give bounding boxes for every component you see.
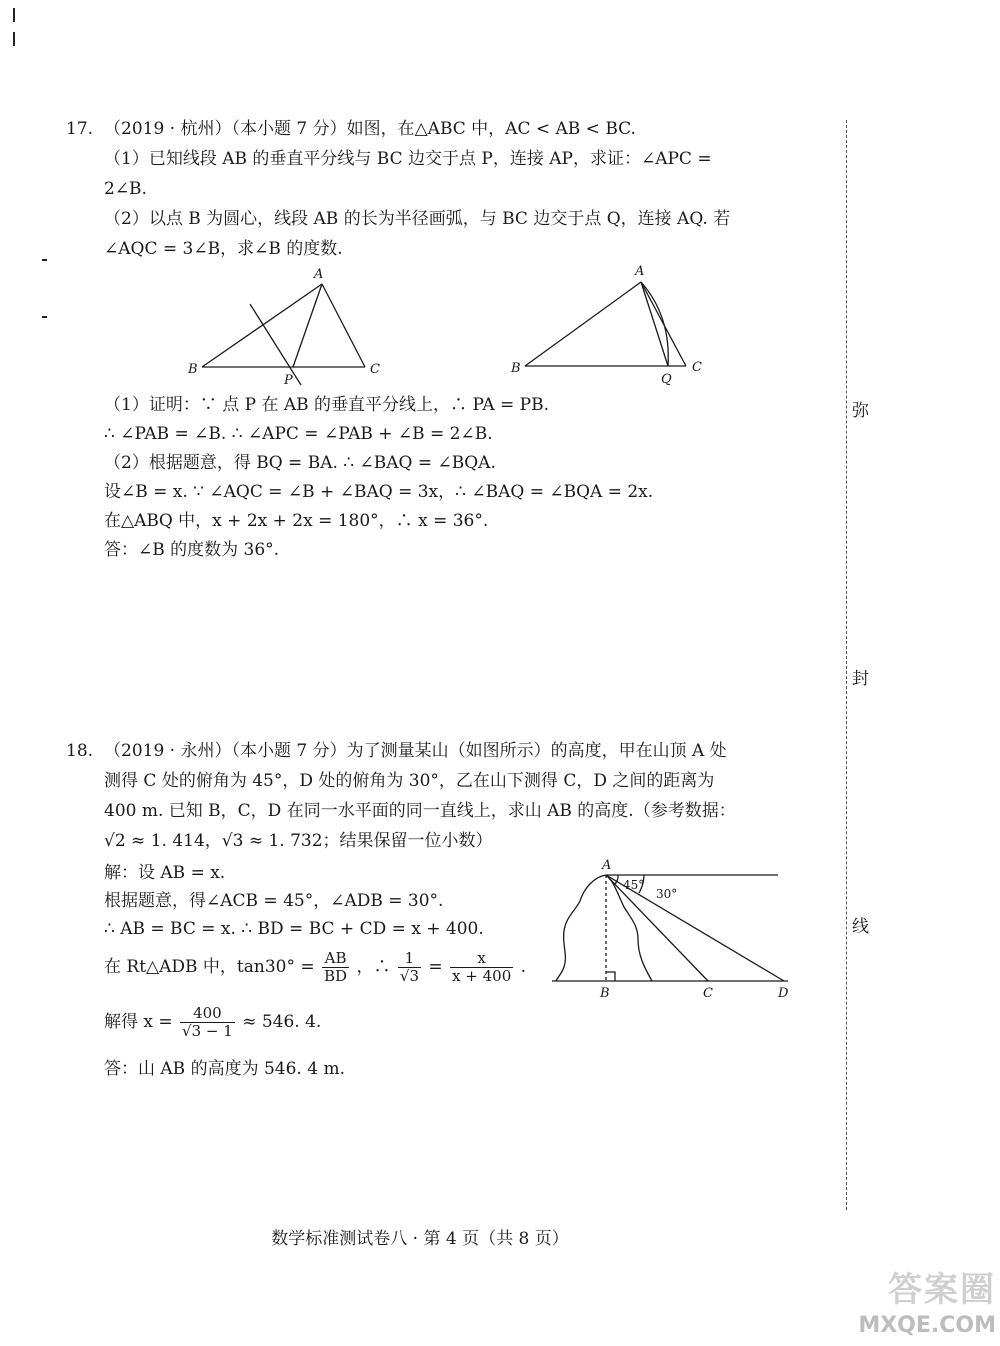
label-d: D	[778, 986, 789, 1001]
fraction-numerator: x	[450, 950, 513, 968]
fraction-denominator: x + 400	[452, 967, 512, 985]
answer-line: 答：山 AB 的高度为 546. 4 m.	[104, 1059, 345, 1079]
question-stem-line: （2019 · 永州）（本小题 7 分）为了测量某山（如图所示）的高度，甲在山顶 A 处	[104, 741, 727, 761]
segment-ac	[322, 284, 365, 367]
label-b: B	[511, 361, 521, 376]
answer-line: 设∠B = x. ∵ ∠AQC = ∠B + ∠BAQ = 3x，∴ ∠BAQ = ∠BQA = 2x.	[104, 482, 654, 502]
answer-line: 根据题意，得∠ACB = 45°，∠ADB = 30°.	[104, 891, 444, 911]
fraction-denominator: BD	[324, 967, 348, 985]
fraction-400-sqrt3-minus-1	[180, 1005, 235, 1040]
label-angle-30: 30°	[656, 887, 678, 901]
question-number: 18.	[66, 741, 94, 761]
label-angle-45: 45°	[623, 878, 645, 892]
fraction-denominator: √3	[399, 967, 419, 985]
answer-text: 解得 x =	[104, 1012, 173, 1032]
answer-line: 解：设 AB = x.	[104, 863, 226, 883]
label-p: P	[284, 373, 293, 388]
fraction-x-x400	[450, 950, 513, 985]
watermark-logo	[826, 1262, 996, 1342]
question-stem-line: 测得 C 处的俯角为 45°，D 处的俯角为 30°，乙在山下测得 C，D 之间的距离为	[104, 771, 715, 791]
figure-triangle-bisector	[180, 262, 400, 388]
label-q: Q	[661, 372, 672, 387]
answer-text: 在 Rt△ADB 中，tan30° =	[104, 957, 315, 977]
segment-ab	[202, 284, 322, 367]
binding-mark	[42, 316, 47, 318]
figure-mountain	[548, 855, 798, 1003]
side-char-feng: 封	[852, 669, 869, 689]
label-c: C	[703, 986, 713, 1001]
question-stem-line: （2）以点 B 为圆心，线段 AB 的长为半径画弧，与 BC 边交于点 Q，连接 AQ. 若	[104, 209, 731, 229]
question-stem-line: （1）已知线段 AB 的垂直平分线与 BC 边交于点 P，连接 AP，求证：∠APC =	[104, 149, 712, 169]
segment-ap	[293, 284, 322, 367]
segment-ab	[525, 282, 641, 366]
label-c: C	[370, 362, 380, 377]
binding-mark	[42, 259, 47, 261]
answer-line: ∴ ∠PAB = ∠B. ∴ ∠APC = ∠PAB + ∠B = 2∠B.	[104, 424, 493, 444]
answer-line: （2）根据题意，得 BQ = BA. ∴ ∠BAQ = ∠BQA.	[104, 453, 496, 473]
answer-line-tan	[104, 946, 526, 988]
watermark-top-text: 答案圈	[888, 1270, 996, 1310]
side-char-mi: 弥	[852, 401, 869, 421]
question-number: 17.	[66, 119, 94, 139]
question-stem-line: 400 m. 已知 B，C，D 在同一水平面的同一直线上，求山 AB 的高度.（参考数据：	[104, 801, 736, 821]
question-stem-line: （2019 · 杭州）（本小题 7 分）如图，在△ABC 中，AC < AB < BC.	[104, 119, 636, 139]
fraction-1-sqrt3	[398, 950, 421, 985]
answer-line: （1）证明：∵ 点 P 在 AB 的垂直平分线上，∴ PA = PB.	[104, 395, 549, 415]
side-char-xian: 线	[852, 917, 869, 937]
answer-text: =	[428, 957, 443, 977]
figure-triangle-arc	[505, 258, 715, 388]
answer-line: 答：∠B 的度数为 36°.	[104, 540, 280, 560]
answer-text: .	[520, 957, 527, 977]
question-stem-line: 2∠B.	[104, 179, 147, 199]
label-c: C	[692, 360, 702, 375]
answer-line-solve	[104, 1001, 321, 1043]
label-a: A	[635, 264, 645, 279]
mountain-left-slope	[556, 875, 606, 981]
question-stem-line: ∠AQC = 3∠B，求∠B 的度数.	[104, 239, 343, 259]
right-angle-mark	[606, 972, 615, 981]
label-a: A	[314, 267, 324, 282]
fraction-numerator: 400	[180, 1005, 235, 1023]
answer-text: ，∴	[356, 957, 391, 977]
binding-mark	[13, 8, 15, 22]
binding-mark	[13, 32, 15, 46]
answer-line: 在△ABQ 中，x + 2x + 2x = 180°，∴ x = 36°.	[104, 511, 489, 531]
question-stem-line: √2 ≈ 1. 414，√3 ≈ 1. 732；结果保留一位小数）	[104, 831, 493, 851]
fraction-ab-bd	[322, 950, 349, 985]
fraction-numerator: 1	[398, 950, 421, 968]
binding-dashed-line	[846, 120, 847, 1210]
fraction-denominator: √3 − 1	[182, 1022, 233, 1040]
label-b: B	[600, 986, 610, 1001]
label-a: A	[602, 858, 612, 873]
answer-line: ∴ AB = BC = x. ∴ BD = BC + CD = x + 400.	[104, 919, 484, 939]
answer-text: ≈ 546. 4.	[242, 1012, 322, 1032]
watermark-bottom-text: MXQE.COM	[858, 1313, 996, 1338]
label-b: B	[188, 362, 198, 377]
fraction-numerator: AB	[322, 950, 349, 968]
page-footer: 数学标准测试卷八 · 第 4 页（共 8 页）	[271, 1229, 569, 1249]
